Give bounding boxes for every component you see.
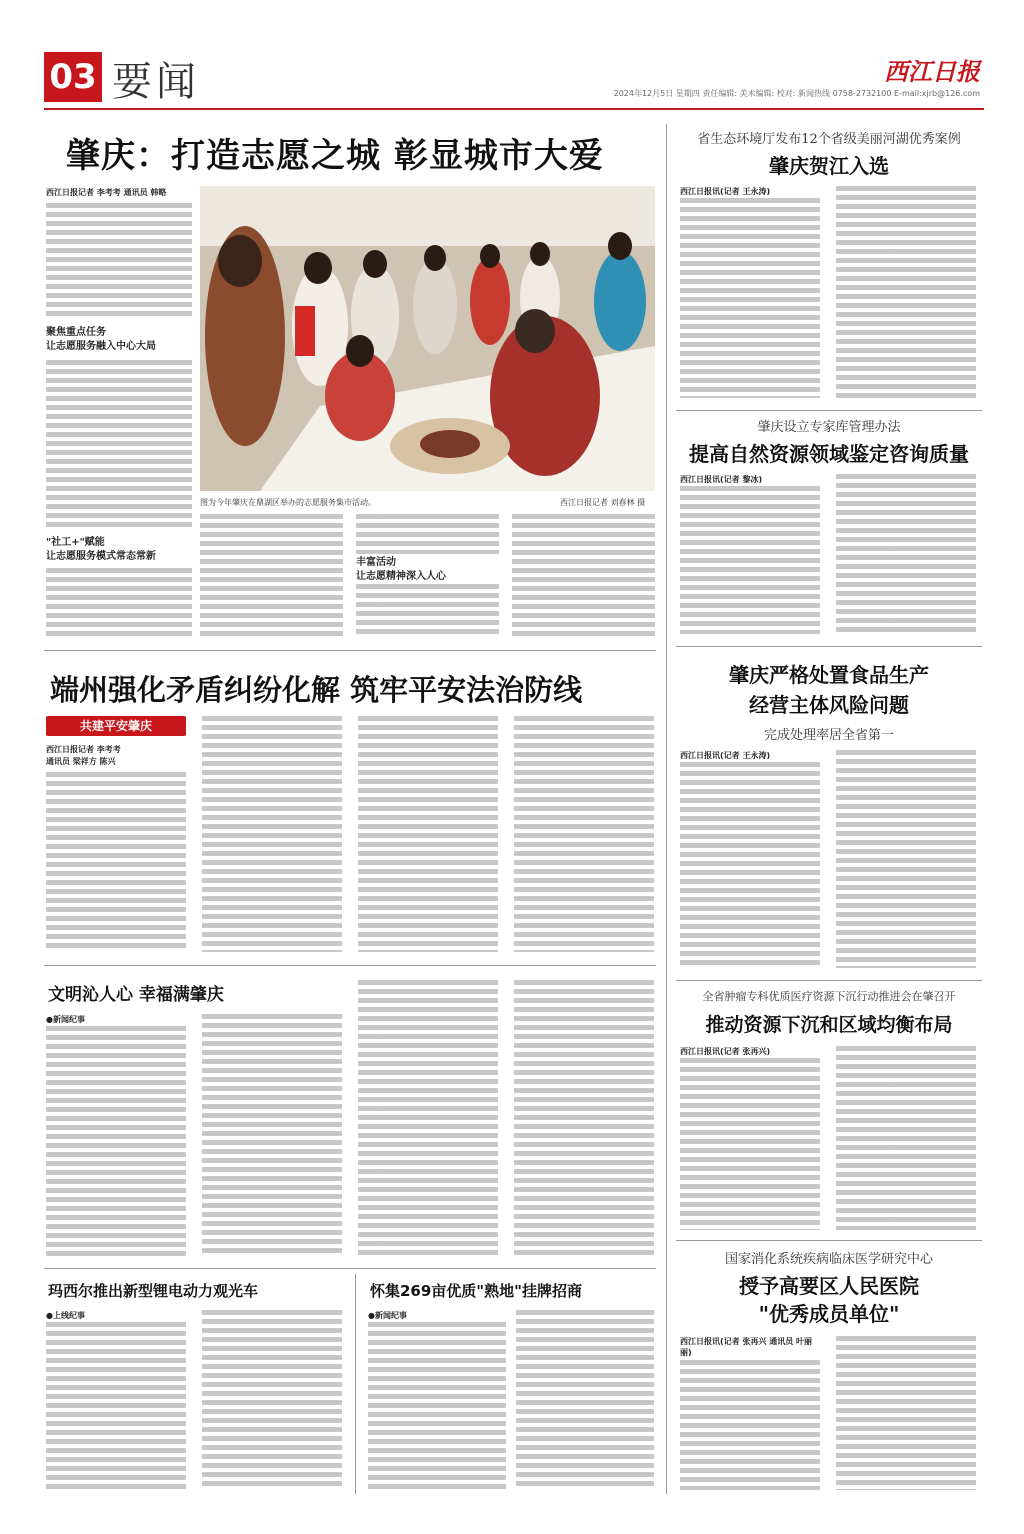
- second-byline: 西江日报记者 李考考 通讯员 梁祥方 陈兴: [46, 745, 121, 766]
- story-headline: 肇庆严格处置食品生产 经营主体风险问题: [729, 663, 929, 717]
- story-text-column: [202, 716, 342, 952]
- section-divider: [44, 965, 656, 966]
- bottom-left-headline: 玛西尔推出新型锂电动力观光车: [48, 1282, 259, 1300]
- story-text-column: [680, 1058, 820, 1230]
- story-byline: 西江日报讯(记者 黎冰): [680, 475, 763, 484]
- section-divider: [676, 646, 982, 647]
- story-text-column: [358, 980, 498, 1256]
- lead-subhead-2: "社工+"赋能 让志愿服务模式常态常新: [46, 537, 156, 562]
- story-text-column: [202, 1014, 342, 1256]
- story-headline: 授予高要区人民医院 "优秀成员单位": [739, 1274, 919, 1326]
- lead-subhead-1: 聚焦重点任务 让志愿服务融入中心大局: [46, 327, 156, 352]
- story-text-column: [680, 486, 820, 634]
- section-divider: [44, 1268, 656, 1269]
- masthead: [44, 48, 984, 108]
- photo-credit: 西江日报记者 刘春林 摄: [560, 498, 646, 507]
- bottom-left-byline: ●上线纪事: [46, 1311, 85, 1320]
- story-text-column: [516, 1310, 654, 1490]
- story-headline: 提高自然资源领域鉴定咨询质量: [689, 442, 969, 466]
- story-text-column: [46, 772, 186, 952]
- photo-caption: 图为今年肇庆在鼎湖区举办的志愿服务集市活动。: [200, 498, 376, 507]
- third-byline: ●新闻纪事: [46, 1015, 85, 1024]
- story-text-column: [46, 1026, 186, 1256]
- story-kicker: 国家消化系统疾病临床医学研究中心: [724, 1252, 933, 1267]
- story-text-column: [358, 716, 498, 952]
- volunteer-event-photo: [200, 186, 655, 491]
- second-headline: 端州强化矛盾纠纷化解 筑牢平安法治防线: [50, 673, 583, 707]
- story-byline: 西江日报讯(记者 张再兴 通讯员 叶丽丽): [680, 1337, 813, 1357]
- section-divider: [676, 410, 982, 411]
- page-number: 03: [44, 52, 102, 102]
- story-text-column: [836, 750, 976, 968]
- lead-text-column: [46, 568, 192, 638]
- story-byline: 西江日报讯(记者 王永涛): [680, 751, 771, 760]
- story-kicker: 完成处理率居全省第一: [763, 728, 894, 743]
- story-text-column: [514, 716, 654, 952]
- lead-text-column: [46, 360, 192, 528]
- story-text-column: [46, 1322, 186, 1490]
- header-meta: 2024年12月5日 星期四 责任编辑: 美术编辑: 校对: 新闻热线 0758-2732100 E-mail:xjrb@126.com: [613, 89, 980, 98]
- lead-text-column: [46, 203, 192, 318]
- story-text-column: [836, 186, 976, 398]
- section-divider: [676, 1240, 982, 1241]
- story-text-column: [836, 1336, 976, 1490]
- section-title: 要闻: [112, 59, 200, 105]
- lead-text-column: [356, 584, 499, 638]
- story-text-column: [836, 1046, 976, 1230]
- story-text-column: [680, 198, 820, 398]
- lead-text-column: [200, 514, 343, 638]
- section-divider: [44, 650, 656, 651]
- lead-headline: 肇庆：打造志愿之城 彰显城市大爱: [66, 136, 604, 176]
- lead-text-column: [356, 514, 499, 554]
- section-tag: 共建平安肇庆: [46, 716, 186, 736]
- column-divider: [355, 1274, 356, 1494]
- lead-byline: 西江日报记者 李考考 通讯员 韩略: [46, 188, 167, 197]
- story-kicker: 肇庆设立专家库管理办法: [757, 420, 901, 435]
- story-byline: 西江日报讯(记者 张再兴): [680, 1047, 771, 1056]
- section-divider: [676, 980, 982, 981]
- lead-text-column: [512, 514, 655, 638]
- story-byline: 西江日报讯(记者 王永涛): [680, 187, 771, 196]
- header-rule: [44, 108, 984, 110]
- story-text-column: [680, 1360, 820, 1490]
- third-headline: 文明沁人心 幸福满肇庆: [48, 985, 224, 1005]
- story-text-column: [514, 980, 654, 1256]
- story-kicker: 省生态环境厅发布12个省级美丽河湖优秀案例: [697, 132, 961, 147]
- story-text-column: [202, 1310, 342, 1490]
- story-text-column: [680, 762, 820, 968]
- story-headline: 肇庆贺江入选: [769, 154, 889, 178]
- story-text-column: [368, 1322, 506, 1490]
- paper-logo: 西江日报: [884, 57, 980, 86]
- story-headline: 推动资源下沉和区域均衡布局: [705, 1014, 953, 1036]
- story-kicker: 全省肿瘤专科优质医疗资源下沉行动推进会在肇召开: [702, 990, 956, 1003]
- bottom-mid-headline: 怀集269亩优质"熟地"挂牌招商: [370, 1282, 582, 1300]
- column-divider: [666, 124, 667, 1494]
- lead-subhead-3: 丰富活动 让志愿精神深入人心: [356, 557, 446, 582]
- photo-illustration: [200, 186, 655, 491]
- story-text-column: [836, 474, 976, 634]
- bottom-mid-byline: ●新闻纪事: [368, 1311, 407, 1320]
